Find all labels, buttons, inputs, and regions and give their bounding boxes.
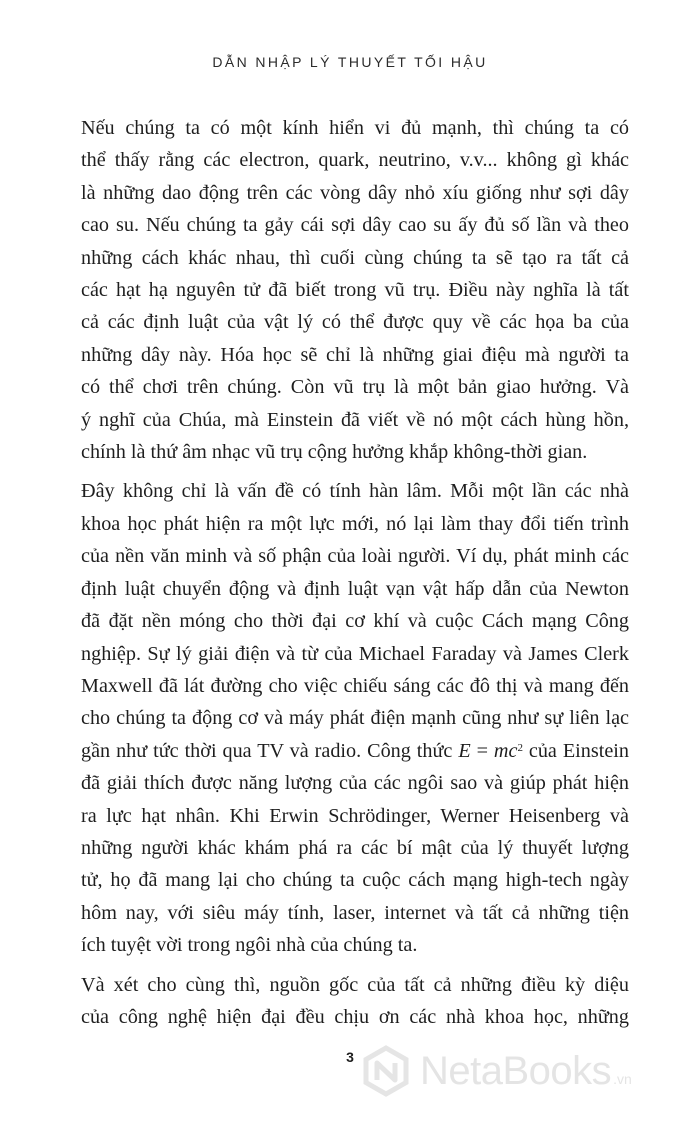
paragraph-3 (81, 969, 629, 1034)
netabooks-logo-icon (360, 1045, 412, 1097)
formula-equals: = (470, 739, 494, 762)
formula-rhs: mc (493, 739, 518, 762)
text-line: các hạt hạ nguyên tử đã biết trong vũ trụ. Điều này nghĩa là tất (81, 279, 629, 302)
text-line: đã giải thích được năng lượng của các ngôi sao và giúp phát hiện (81, 772, 629, 795)
text-line: Nếu chúng ta có một kính hiển vi đủ mạnh, thì chúng ta có (81, 117, 629, 139)
watermark-suffix: .vn (613, 1071, 632, 1087)
text-line: hôm nay, với siêu máy tính, laser, internet và tất cả những tiện (81, 901, 629, 924)
text-fragment: của Einstein (522, 739, 629, 762)
watermark (360, 1045, 632, 1097)
formula-lhs: E (458, 739, 471, 762)
text-line: của nền văn minh và số phận của loài người. Ví dụ, phát minh các (81, 545, 629, 568)
text-line: của công nghệ hiện đại đều chịu ơn các nhà khoa học, những (81, 1005, 629, 1028)
text-line: khoa học phát hiện ra một lực mới, nó lại làm thay đổi tiến trình (81, 512, 629, 535)
text-line: ích tuyệt vời trong ngôi nhà của chúng ta. (81, 934, 418, 957)
text-line: là những dao động trên các vòng dây nhỏ xíu giống như sợi dây (81, 181, 629, 204)
text-line: đã đặt nền móng cho thời đại cơ khí và cuộc Cách mạng Công (81, 610, 629, 633)
text-line: tử, họ đã mang lại cho chúng ta cuộc cách mạng high-tech ngày (81, 869, 629, 892)
formula-line (81, 735, 629, 767)
text-line: cho chúng ta động cơ và máy phát điện mạnh cũng như sự liên lạc (81, 707, 629, 730)
text-fragment: gần như tức thời qua TV và radio. Công thức (81, 739, 459, 762)
text-line: thể thấy rằng các electron, quark, neutrino, v.v... không gì khác (81, 149, 629, 172)
text-line: Và xét cho cùng thì, nguồn gốc của tất cả những điều kỳ diệu (81, 973, 629, 996)
text-line: những cách khác nhau, thì cuối cùng chúng ta sẽ tạo ra tất cả (81, 246, 629, 269)
text-line: Maxwell đã lát đường cho việc chiếu sáng các đô thị và mang đến (81, 674, 629, 697)
text-line: cả các định luật của vật lý có thể được quy về các họa ba của (81, 311, 629, 334)
watermark-brand: NetaBooks (420, 1048, 612, 1093)
text-line: định luật chuyển động và định luật vạn vật hấp dẫn của Newton (81, 577, 629, 600)
text-line: ra lực hạt nhân. Khi Erwin Schrödinger, Werner Heisenberg và (81, 804, 629, 827)
page-body (81, 112, 629, 1040)
text-line: ý nghĩ của Chúa, mà Einstein đã viết về nó một cách hùng hồn, (81, 408, 629, 431)
text-line: Đây không chỉ là vấn đề có tính hàn lâm. Mỗi một lần các nhà (81, 480, 629, 503)
running-header: DẪN NHẬP LÝ THUYẾT TỐI HẬU (212, 54, 488, 70)
text-line: những người khác khám phá ra các bí mật của lý thuyết lượng (81, 836, 629, 859)
text-line: chính là thứ âm nhạc vũ trụ cộng hưởng khắp không-thời gian. (81, 441, 588, 464)
text-line: cao su. Nếu chúng ta gảy cái sợi dây cao su ấy đủ số lần và theo (81, 214, 629, 237)
formula-exponent: 2 (517, 741, 523, 754)
text-line: có thể chơi trên chúng. Còn vũ trụ là một bản giao hưởng. Và (81, 376, 629, 399)
paragraph-1 (81, 112, 629, 468)
paragraph-2 (81, 475, 629, 961)
text-line: nghiệp. Sự lý giải điện và từ của Michael Faraday và James Clerk (81, 642, 629, 665)
page-number: 3 (346, 1049, 354, 1065)
text-line: những dây này. Hóa học sẽ chỉ là những giai điệu mà người ta (81, 343, 629, 366)
